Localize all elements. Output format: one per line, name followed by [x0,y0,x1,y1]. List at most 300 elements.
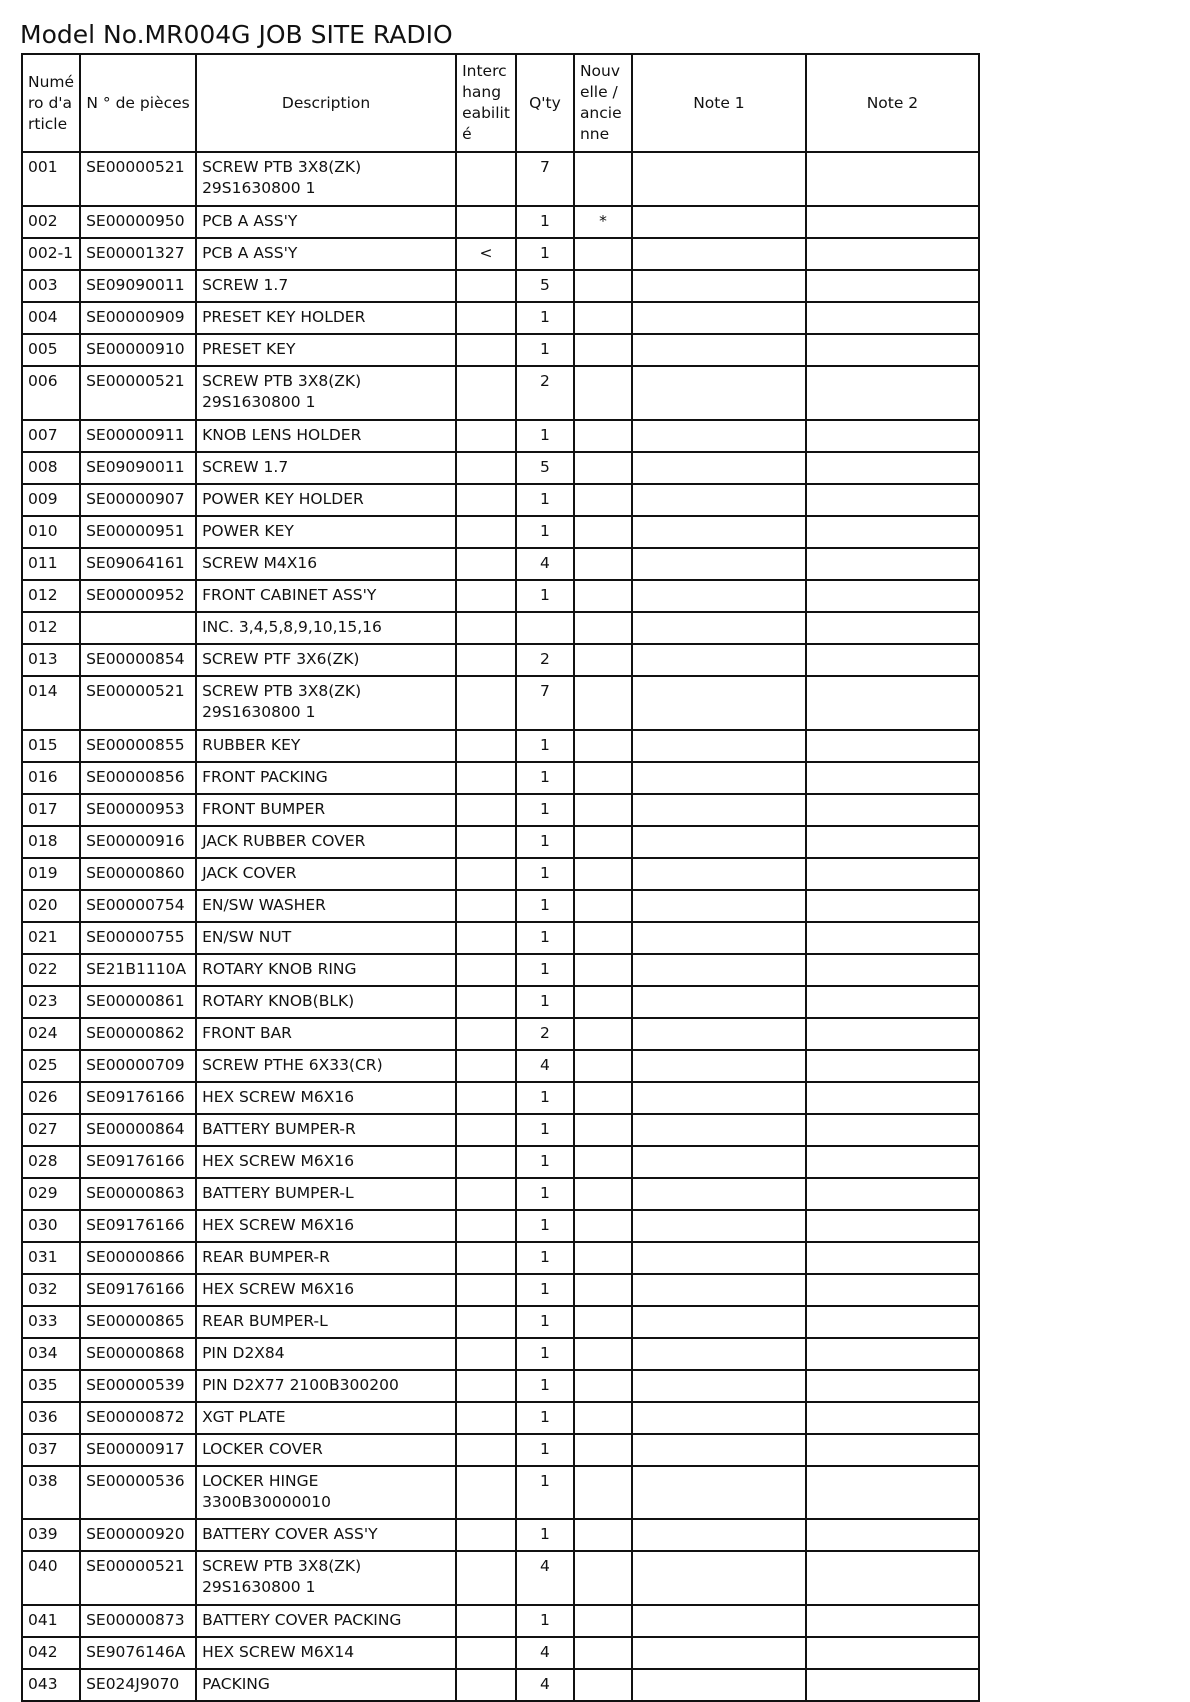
new-old-cell [574,1242,632,1274]
item-number-cell: 027 [22,1114,80,1146]
note-2-cell [806,1605,979,1637]
quantity-cell: 1 [516,206,574,238]
interchangeability-cell [456,1114,516,1146]
item-number-cell: 004 [22,302,80,334]
table-row [22,238,979,270]
interchangeability-cell [456,1370,516,1402]
part-number-cell: SE00000521 [80,676,196,730]
item-number-cell: 029 [22,1178,80,1210]
description-cell: HEX SCREW M6X16 [196,1210,456,1242]
note-1-cell [632,676,806,730]
note-1-cell [632,1338,806,1370]
table-row [22,302,979,334]
interchangeability-cell [456,1466,516,1519]
new-old-cell [574,612,632,644]
part-number-cell: SE024J9070 [80,1669,196,1701]
note-2-cell [806,420,979,452]
interchangeability-cell [456,1146,516,1178]
header-note-1: Note 1 [632,54,806,152]
new-old-cell [574,452,632,484]
new-old-cell [574,954,632,986]
quantity-cell: 1 [516,1466,574,1519]
table-body [22,152,979,1701]
interchangeability-cell [456,206,516,238]
note-2-cell [806,954,979,986]
note-1-cell [632,152,806,206]
new-old-cell [574,762,632,794]
interchangeability-cell [456,1050,516,1082]
note-1-cell [632,826,806,858]
table-row [22,420,979,452]
part-number-cell: SE00000539 [80,1370,196,1402]
quantity-cell: 1 [516,580,574,612]
quantity-cell: 1 [516,890,574,922]
table-row [22,676,979,730]
quantity-cell: 1 [516,1434,574,1466]
note-2-cell [806,1466,979,1519]
description-cell: PIN D2X84 [196,1338,456,1370]
item-number-cell: 024 [22,1018,80,1050]
table-row [22,516,979,548]
table-row [22,826,979,858]
item-number-cell: 010 [22,516,80,548]
new-old-cell [574,644,632,676]
table-row [22,1551,979,1605]
quantity-cell: 1 [516,1274,574,1306]
description-cell: PRESET KEY HOLDER [196,302,456,334]
item-number-cell: 005 [22,334,80,366]
interchangeability-cell [456,334,516,366]
part-number-cell: SE00000855 [80,730,196,762]
note-2-cell [806,762,979,794]
quantity-cell: 1 [516,794,574,826]
new-old-cell [574,1370,632,1402]
interchangeability-cell [456,1434,516,1466]
quantity-cell: 4 [516,548,574,580]
new-old-cell [574,890,632,922]
part-number-cell: SE00000854 [80,644,196,676]
item-number-cell: 028 [22,1146,80,1178]
note-2-cell [806,1402,979,1434]
new-old-cell [574,1434,632,1466]
part-number-cell: SE00000754 [80,890,196,922]
note-2-cell [806,366,979,420]
quantity-cell: 4 [516,1637,574,1669]
new-old-cell [574,676,632,730]
part-number-cell: SE00000755 [80,922,196,954]
parts-table [21,53,980,1702]
quantity-cell: 1 [516,1370,574,1402]
table-row [22,1274,979,1306]
table-row [22,922,979,954]
header-new-old: Nouv elle / ancie nne [574,54,632,152]
note-2-cell [806,986,979,1018]
note-2-cell [806,302,979,334]
table-row [22,986,979,1018]
description-cell: SCREW PTB 3X8(ZK) 29S1630800 1 [196,676,456,730]
table-row [22,484,979,516]
description-cell: HEX SCREW M6X16 [196,1082,456,1114]
part-number-cell: SE21B1110A [80,954,196,986]
table-row [22,580,979,612]
item-number-cell: 032 [22,1274,80,1306]
interchangeability-cell [456,1274,516,1306]
item-number-cell: 036 [22,1402,80,1434]
new-old-cell [574,580,632,612]
note-1-cell [632,516,806,548]
part-number-cell: SE09090011 [80,270,196,302]
quantity-cell: 4 [516,1050,574,1082]
interchangeability-cell [456,580,516,612]
quantity-cell: 7 [516,152,574,206]
table-row [22,452,979,484]
part-number-cell: SE00000521 [80,366,196,420]
part-number-cell: SE00000868 [80,1338,196,1370]
note-1-cell [632,1402,806,1434]
part-number-cell: SE9076146A [80,1637,196,1669]
interchangeability-cell [456,612,516,644]
quantity-cell: 1 [516,1210,574,1242]
item-number-cell: 011 [22,548,80,580]
interchangeability-cell: < [456,238,516,270]
item-number-cell: 002 [22,206,80,238]
part-number-cell: SE00000907 [80,484,196,516]
interchangeability-cell [456,152,516,206]
interchangeability-cell [456,1402,516,1434]
part-number-cell: SE00000917 [80,1434,196,1466]
note-2-cell [806,1050,979,1082]
item-number-cell: 001 [22,152,80,206]
quantity-cell: 7 [516,676,574,730]
note-1-cell [632,1519,806,1551]
item-number-cell: 022 [22,954,80,986]
item-number-cell: 040 [22,1551,80,1605]
part-number-cell: SE00000951 [80,516,196,548]
note-1-cell [632,1637,806,1669]
table-row [22,1338,979,1370]
interchangeability-cell [456,644,516,676]
part-number-cell: SE00000953 [80,794,196,826]
table-row [22,1018,979,1050]
note-2-cell [806,1519,979,1551]
note-1-cell [632,580,806,612]
part-number-cell: SE00000856 [80,762,196,794]
part-number-cell: SE00000521 [80,152,196,206]
note-2-cell [806,1338,979,1370]
part-number-cell: SE00000920 [80,1519,196,1551]
table-row [22,1370,979,1402]
header-part-number: N ° de pièces [80,54,196,152]
item-number-cell: 034 [22,1338,80,1370]
description-cell: FRONT BUMPER [196,794,456,826]
item-number-cell: 039 [22,1519,80,1551]
note-1-cell [632,922,806,954]
description-cell: SCREW PTF 3X6(ZK) [196,644,456,676]
part-number-cell: SE00000950 [80,206,196,238]
interchangeability-cell [456,858,516,890]
note-1-cell [632,1274,806,1306]
table-row [22,1114,979,1146]
new-old-cell [574,1050,632,1082]
note-2-cell [806,730,979,762]
note-1-cell [632,890,806,922]
note-1-cell [632,1434,806,1466]
part-number-cell: SE00000952 [80,580,196,612]
description-cell: ROTARY KNOB(BLK) [196,986,456,1018]
table-row [22,1519,979,1551]
note-2-cell [806,1082,979,1114]
quantity-cell: 1 [516,1082,574,1114]
description-cell: PCB A ASS'Y [196,206,456,238]
new-old-cell [574,270,632,302]
note-2-cell [806,1306,979,1338]
note-2-cell [806,1551,979,1605]
note-2-cell [806,676,979,730]
interchangeability-cell [456,1082,516,1114]
new-old-cell [574,986,632,1018]
table-row [22,612,979,644]
item-number-cell: 002-1 [22,238,80,270]
item-number-cell: 021 [22,922,80,954]
note-1-cell [632,206,806,238]
table-row [22,1082,979,1114]
interchangeability-cell [456,762,516,794]
new-old-cell [574,1018,632,1050]
part-number-cell: SE00001327 [80,238,196,270]
table-row [22,1242,979,1274]
quantity-cell: 5 [516,452,574,484]
note-1-cell [632,858,806,890]
description-cell: SCREW PTB 3X8(ZK) 29S1630800 1 [196,152,456,206]
interchangeability-cell [456,1242,516,1274]
part-number-cell: SE09176166 [80,1210,196,1242]
note-1-cell [632,270,806,302]
item-number-cell: 003 [22,270,80,302]
description-cell: HEX SCREW M6X14 [196,1637,456,1669]
quantity-cell: 1 [516,1242,574,1274]
table-row [22,1402,979,1434]
part-number-cell: SE00000861 [80,986,196,1018]
note-1-cell [632,1306,806,1338]
interchangeability-cell [456,420,516,452]
part-number-cell: SE09090011 [80,452,196,484]
table-row [22,954,979,986]
description-cell: REAR BUMPER-R [196,1242,456,1274]
interchangeability-cell [456,986,516,1018]
part-number-cell: SE09064161 [80,548,196,580]
part-number-cell: SE00000536 [80,1466,196,1519]
note-1-cell [632,1242,806,1274]
new-old-cell [574,1178,632,1210]
new-old-cell [574,922,632,954]
new-old-cell [574,484,632,516]
note-2-cell [806,1274,979,1306]
description-cell: BATTERY COVER ASS'Y [196,1519,456,1551]
part-number-cell: SE00000862 [80,1018,196,1050]
note-1-cell [632,1018,806,1050]
part-number-cell: SE00000709 [80,1050,196,1082]
description-cell: PCB A ASS'Y [196,238,456,270]
note-2-cell [806,334,979,366]
new-old-cell: * [574,206,632,238]
description-cell: BATTERY COVER PACKING [196,1605,456,1637]
table-row [22,762,979,794]
note-1-cell [632,334,806,366]
note-1-cell [632,730,806,762]
item-number-cell: 026 [22,1082,80,1114]
interchangeability-cell [456,302,516,334]
note-1-cell [632,366,806,420]
new-old-cell [574,826,632,858]
quantity-cell: 4 [516,1669,574,1701]
new-old-cell [574,334,632,366]
new-old-cell [574,794,632,826]
new-old-cell [574,1082,632,1114]
part-number-cell: SE00000911 [80,420,196,452]
interchangeability-cell [456,826,516,858]
new-old-cell [574,1402,632,1434]
new-old-cell [574,1306,632,1338]
table-row [22,206,979,238]
quantity-cell: 2 [516,644,574,676]
note-1-cell [632,1551,806,1605]
description-cell: JACK RUBBER COVER [196,826,456,858]
note-2-cell [806,1018,979,1050]
interchangeability-cell [456,954,516,986]
note-2-cell [806,612,979,644]
description-cell: HEX SCREW M6X16 [196,1274,456,1306]
description-cell: SCREW PTB 3X8(ZK) 29S1630800 1 [196,366,456,420]
note-1-cell [632,794,806,826]
table-row [22,1050,979,1082]
quantity-cell: 1 [516,1402,574,1434]
description-cell: SCREW 1.7 [196,270,456,302]
description-cell: PACKING [196,1669,456,1701]
quantity-cell: 1 [516,1605,574,1637]
interchangeability-cell [456,922,516,954]
quantity-cell: 1 [516,420,574,452]
new-old-cell [574,730,632,762]
description-cell: BATTERY BUMPER-L [196,1178,456,1210]
description-cell: POWER KEY [196,516,456,548]
part-number-cell [80,612,196,644]
description-cell: PRESET KEY [196,334,456,366]
description-cell: SCREW 1.7 [196,452,456,484]
quantity-cell: 2 [516,366,574,420]
item-number-cell: 019 [22,858,80,890]
quantity-cell: 1 [516,730,574,762]
item-number-cell: 014 [22,676,80,730]
part-number-cell: SE00000864 [80,1114,196,1146]
description-cell: FRONT PACKING [196,762,456,794]
item-number-cell: 043 [22,1669,80,1701]
new-old-cell [574,1210,632,1242]
interchangeability-cell [456,1018,516,1050]
description-cell: RUBBER KEY [196,730,456,762]
description-cell: EN/SW WASHER [196,890,456,922]
new-old-cell [574,1519,632,1551]
note-1-cell [632,1082,806,1114]
interchangeability-cell [456,548,516,580]
interchangeability-cell [456,1605,516,1637]
table-row [22,270,979,302]
table-row [22,1306,979,1338]
quantity-cell [516,612,574,644]
note-1-cell [632,1178,806,1210]
new-old-cell [574,152,632,206]
note-2-cell [806,1114,979,1146]
new-old-cell [574,1114,632,1146]
table-row [22,1637,979,1669]
new-old-cell [574,420,632,452]
description-cell: KNOB LENS HOLDER [196,420,456,452]
note-1-cell [632,1669,806,1701]
new-old-cell [574,1466,632,1519]
new-old-cell [574,1669,632,1701]
interchangeability-cell [456,1306,516,1338]
table-row [22,366,979,420]
table-row [22,858,979,890]
item-number-cell: 023 [22,986,80,1018]
interchangeability-cell [456,1210,516,1242]
note-2-cell [806,1146,979,1178]
note-1-cell [632,1114,806,1146]
new-old-cell [574,1338,632,1370]
description-cell: POWER KEY HOLDER [196,484,456,516]
note-2-cell [806,516,979,548]
item-number-cell: 015 [22,730,80,762]
note-2-cell [806,580,979,612]
note-2-cell [806,890,979,922]
interchangeability-cell [456,730,516,762]
description-cell: SCREW PTB 3X8(ZK) 29S1630800 1 [196,1551,456,1605]
note-2-cell [806,1178,979,1210]
note-1-cell [632,484,806,516]
quantity-cell: 1 [516,986,574,1018]
table-row [22,1605,979,1637]
note-2-cell [806,794,979,826]
item-number-cell: 037 [22,1434,80,1466]
note-1-cell [632,762,806,794]
table-row [22,152,979,206]
description-cell: ROTARY KNOB RING [196,954,456,986]
new-old-cell [574,1274,632,1306]
new-old-cell [574,302,632,334]
new-old-cell [574,548,632,580]
part-number-cell: SE00000866 [80,1242,196,1274]
note-2-cell [806,548,979,580]
interchangeability-cell [456,890,516,922]
part-number-cell: SE09176166 [80,1146,196,1178]
description-cell: SCREW M4X16 [196,548,456,580]
description-cell: INC. 3,4,5,8,9,10,15,16 [196,612,456,644]
description-cell: LOCKER COVER [196,1434,456,1466]
quantity-cell: 1 [516,1178,574,1210]
note-1-cell [632,548,806,580]
header-interchangeability: Interc hang eabilit é [456,54,516,152]
interchangeability-cell [456,1669,516,1701]
quantity-cell: 1 [516,484,574,516]
table-row [22,794,979,826]
note-1-cell [632,1605,806,1637]
quantity-cell: 1 [516,238,574,270]
part-number-cell: SE09176166 [80,1082,196,1114]
interchangeability-cell [456,452,516,484]
part-number-cell: SE00000909 [80,302,196,334]
note-2-cell [806,206,979,238]
quantity-cell: 1 [516,1114,574,1146]
description-cell: SCREW PTHE 6X33(CR) [196,1050,456,1082]
